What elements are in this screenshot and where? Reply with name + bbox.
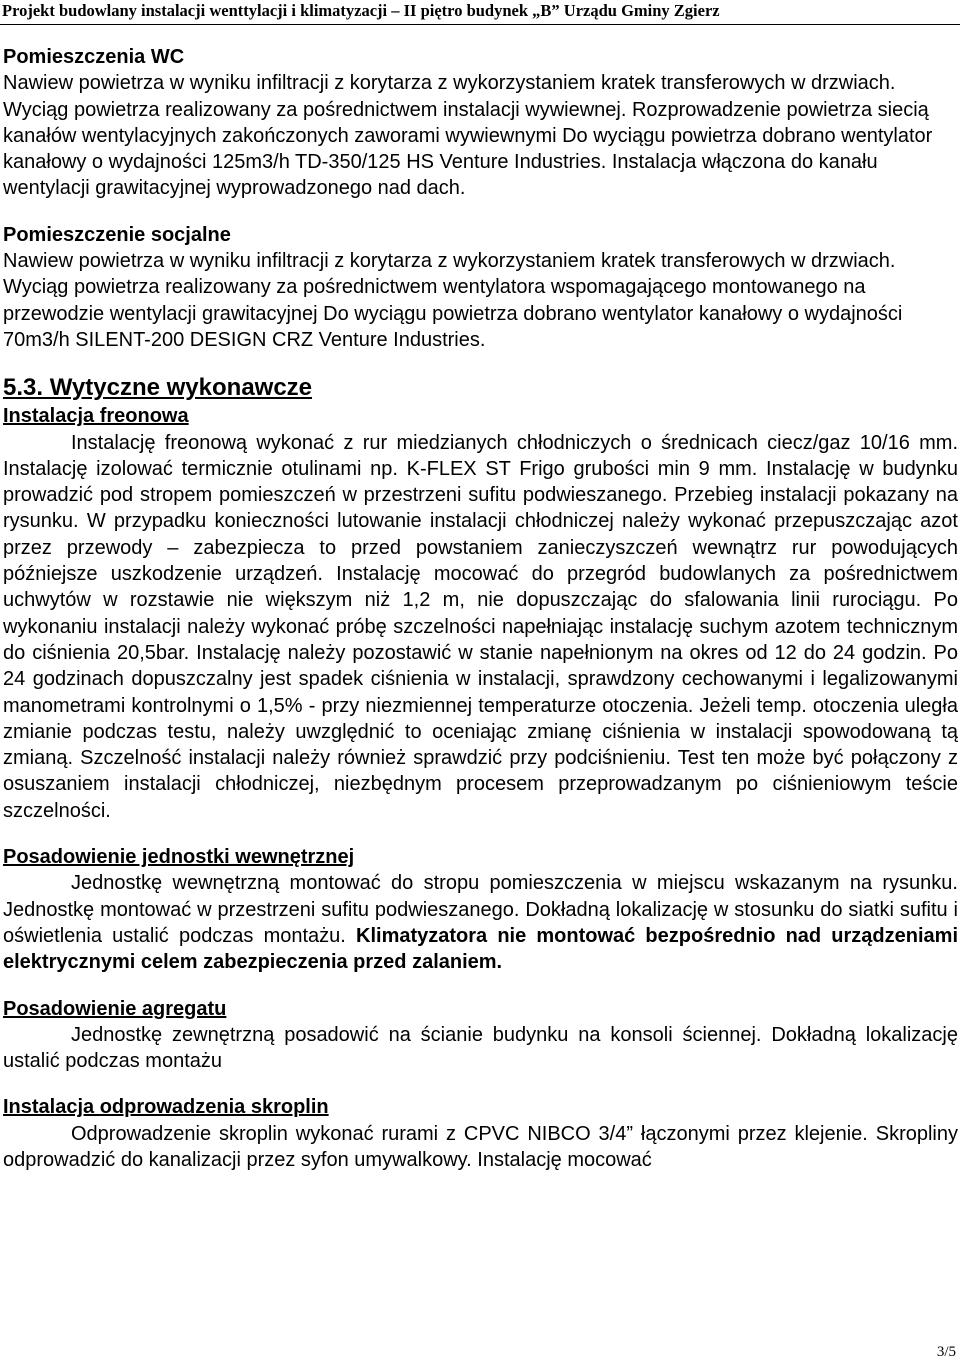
document-body <box>3 44 958 1173</box>
page-header <box>0 0 960 25</box>
section-heading-skroplin: Instalacja odprowadzenia skroplin <box>3 1096 329 1119</box>
section-text-wewnetrzna <box>3 870 958 975</box>
section-text-wewnetrzna-normal: Jednostkę wewnętrzną montować do stropu pomieszczenia w miejscu wskazanym na rysunku. Jednostkę montować w przestrzeni sufitu podwieszanego. Dokładną lokalizację w stosunku do siatki sufitu i oświetlenia ustalić podczas montażu. <box>3 872 958 947</box>
section-heading-wytyczne: 5.3. Wytyczne wykonawcze <box>3 374 313 402</box>
section-text-socjalne: Nawiew powietrza w wyniku infiltracji z korytarza z wykorzystaniem kratek transferowych w drzwiach. Wyciąg powietrza realizowany za pośrednictwem wentylatora wspomagającego montowanego na przewodzie wentylacji grawitacyjnej Do wyciągu powietrza dobrano wentylator kanałowy o wydajności 70m3/h SILENT-200 DESIGN CRZ Venture Industries. <box>3 250 903 351</box>
section-text-skroplin: Odprowadzenie skroplin wykonać rurami z CPVC NIBCO 3/4” łączonymi przez klejenie. Skropliny odprowadzić do kanalizacji przez syfon umywalkowy. Instalację mocować <box>3 1122 958 1171</box>
section-heading-freonowa: Instalacja freonowa <box>3 405 189 428</box>
section-heading-wewnetrzna: Posadowienie jednostki wewnętrznej <box>3 846 355 869</box>
header-title: Projekt budowlany instalacji wenttylacji i klimatyzacji – II piętro budynek „B” Urządu Gminy Zgierz <box>2 1 720 20</box>
section-heading-agregat: Posadowienie agregatu <box>3 997 227 1020</box>
section-heading-wc: Pomieszczenia WC <box>3 46 185 68</box>
section-text-agregat: Jednostkę zewnętrzną posadowić na ścianie budynku na konsoli ściennej. Dokładną lokalizację ustalić podczas montażu <box>3 1023 958 1073</box>
section-text-wc: Nawiew powietrza w wyniku infiltracji z korytarza z wykorzystaniem kratek transferowych w drzwiach. Wyciąg powietrza realizowany za pośrednictwem instalacji wywiewnej. Rozprowadzenie powietrza siecią kanałów wentylacyjnych zakończonych zaworami wywiewnymi Do wyciągu powietrza dobrano wentylator kanałowy o wydajności 125m3/h TD-350/125 HS Venture Industries. Instalacja włączona do kanału wentylacji grawitacyjnej wyprowadzonego nad dach. <box>3 72 933 200</box>
section-heading-socjalne: Pomieszczenie socjalne <box>3 223 231 246</box>
section-text-freonowa: Instalację freonową wykonać z rur miedzianych chłodniczych o średnicach ciecz/gaz 10/16 mm. Instalację izolować termicznie otulinami np. K-FLEX ST Frigo grubości min 9 mm. Instalację w budynku prowadzić pod stropem pomieszczeń w przestrzeni sufitu podwieszanego. Przebieg instalacji pokazany na rysunku. W przypadku konieczności lutowanie instalacji chłodniczej należy wykonać przepuszczając azot przez przewody – zabezpiecza to przed powstaniem zanieczyszczeń wewnątrz rur powodujących późniejsze uszkodzenie urządzeń. Instalację mocować do przegród budowlanych za pośrednictwem uchwytów w rozstawie nie większym niż 1,2 m, nie dopuszczając do sfalowania linii rurociągu. Po wykonaniu instalacji należy wykonać próbę szczelności napełniając instalację suchym azotem technicznym do ciśnienia 20,5bar. Instalację należy pozostawić w stanie napełnionym na okres od 12 do 24 godzin. Po 24 godzinach dopuszczalny jest spadek ciśnienia w instalacji, sprawdzony cechowanymi i legalizowanymi manometrami kontrolnymi o 1,5% - przy niezmiennej temperaturze otoczenia. Jeżeli temp. otoczenia uległa zmianie podczas testu, należy uwzględnić to oceniając zmianę ciśnienia w instalacji spowodowaną tą zmianą. Szczelność instalacji należy również sprawdzić przy podciśnieniu. Test ten może być połączony z osuszaniem instalacji chłodniczej, niezbędnym procesem przeprowadzanym po ciśnieniowym teście szczelności. <box>3 431 958 822</box>
section-text-wewnetrzna-bold: Klimatyzatora nie montować bezpośrednio nad urządzeniami elektrycznymi celem zabezpieczenia przed zalaniem. <box>3 924 958 974</box>
page-number: 3/5 <box>936 1344 956 1360</box>
